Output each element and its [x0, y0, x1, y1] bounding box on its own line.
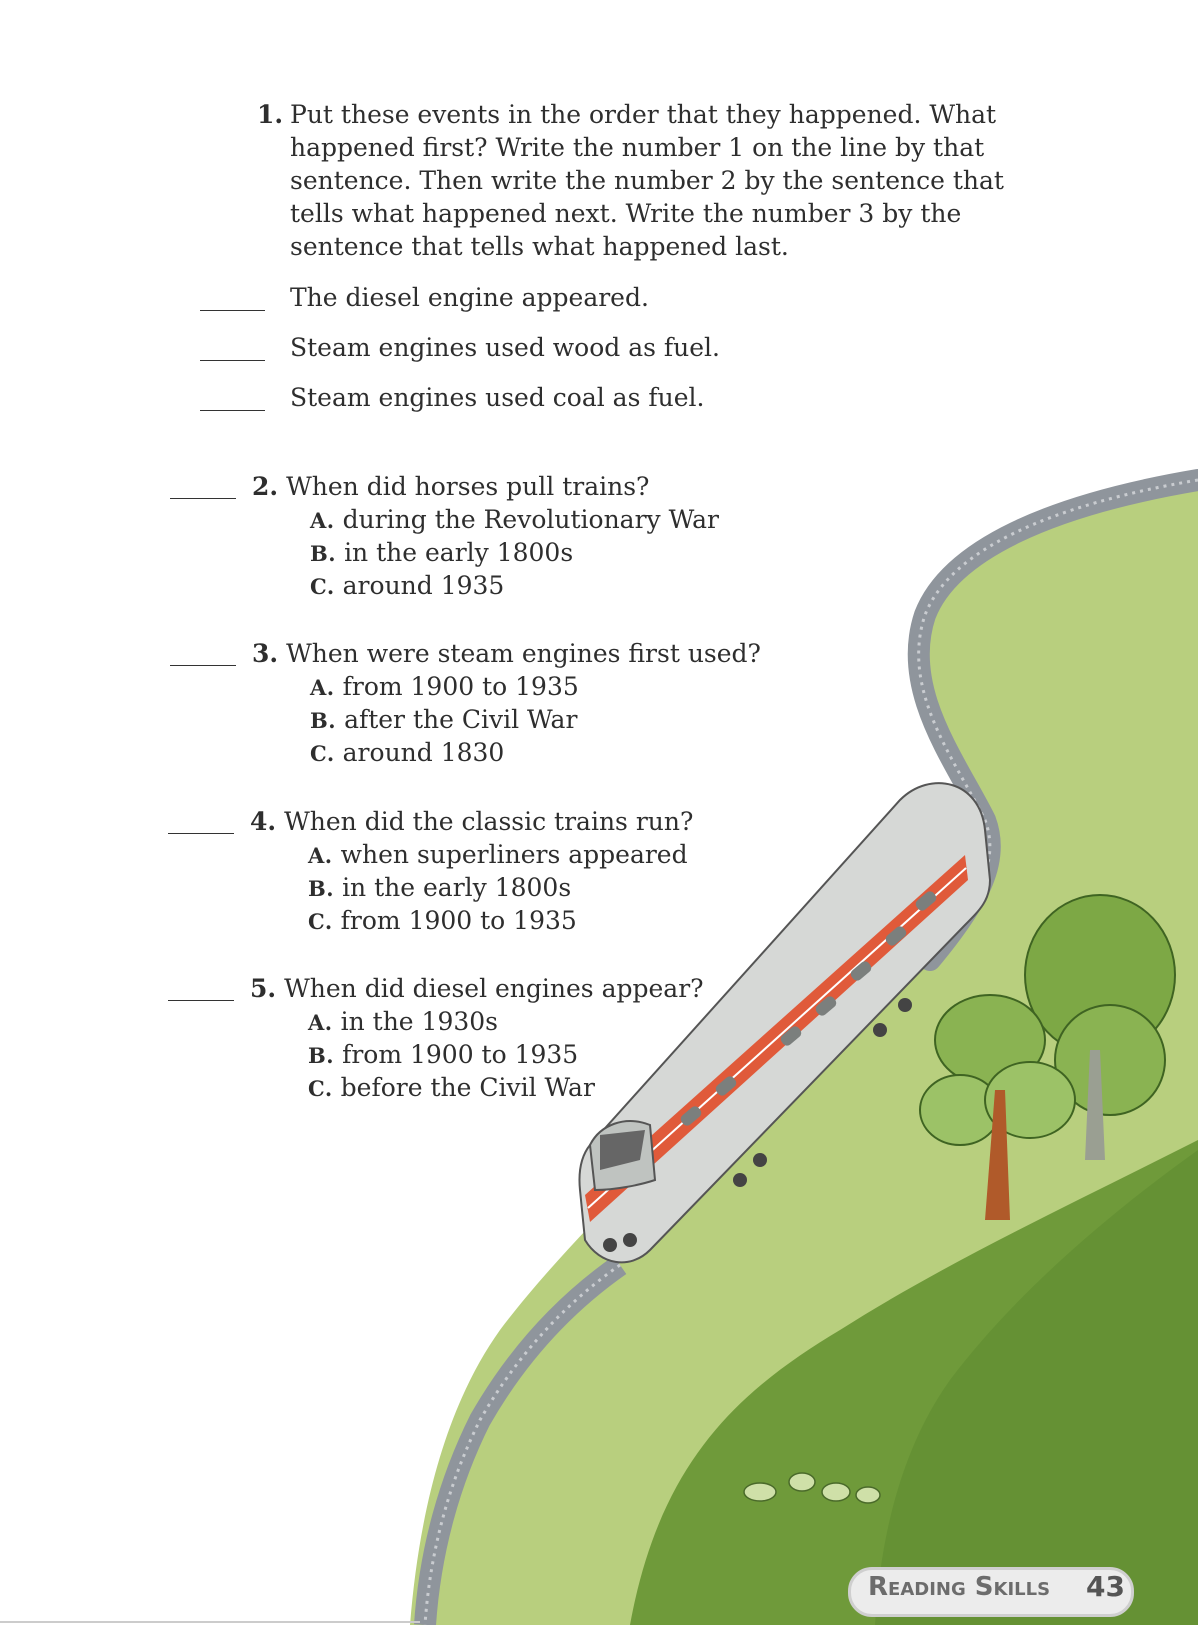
option-c: C. from 1900 to 1935	[308, 906, 577, 935]
question-1-line: happened first? Write the number 1 on the line by that	[290, 133, 985, 162]
question-number: 4.	[250, 807, 277, 836]
question-2	[252, 470, 649, 503]
question-number: 2.	[252, 472, 279, 501]
question-5	[250, 972, 704, 1005]
question-number: 5.	[250, 974, 277, 1003]
option-c: C. around 1935	[310, 571, 505, 600]
answer-blank[interactable]	[200, 410, 265, 411]
answer-blank[interactable]	[200, 360, 265, 361]
question-4	[250, 805, 693, 838]
event-item: Steam engines used wood as fuel.	[290, 333, 720, 362]
question-text: When did horses pull trains?	[286, 472, 650, 501]
option-a: A. during the Revolutionary War	[310, 505, 719, 534]
answer-blank[interactable]	[168, 833, 234, 834]
section-label: Reading Skills	[868, 1572, 1051, 1602]
option-c: C. around 1830	[310, 738, 505, 767]
question-1-line: sentence that tells what happened last.	[290, 232, 789, 261]
option-c: C. before the Civil War	[308, 1073, 595, 1102]
question-1-number: 1.	[257, 100, 284, 129]
question-3	[252, 637, 761, 670]
event-item: Steam engines used coal as fuel.	[290, 383, 705, 412]
option-a: A. in the 1930s	[308, 1007, 498, 1036]
question-text: When were steam engines first used?	[286, 639, 761, 668]
option-a: A. from 1900 to 1935	[310, 672, 579, 701]
question-text: When did diesel engines appear?	[284, 974, 704, 1003]
event-item: The diesel engine appeared.	[290, 283, 649, 312]
option-b: B. in the early 1800s	[308, 873, 572, 902]
option-a: A. when superliners appeared	[308, 840, 688, 869]
answer-blank[interactable]	[170, 665, 236, 666]
option-b: B. after the Civil War	[310, 705, 578, 734]
option-b: B. in the early 1800s	[310, 538, 574, 567]
question-1-line: Put these events in the order that they happened. What	[290, 100, 997, 129]
question-1-line: tells what happened next. Write the number 3 by the	[290, 199, 962, 228]
answer-blank[interactable]	[168, 1000, 234, 1001]
question-number: 3.	[252, 639, 279, 668]
option-b: B. from 1900 to 1935	[308, 1040, 579, 1069]
question-text: When did the classic trains run?	[284, 807, 694, 836]
answer-blank[interactable]	[170, 498, 236, 499]
page-number: 43	[1086, 1570, 1125, 1603]
question-1-line: sentence. Then write the number 2 by the sentence that	[290, 166, 1004, 195]
answer-blank[interactable]	[200, 310, 265, 311]
